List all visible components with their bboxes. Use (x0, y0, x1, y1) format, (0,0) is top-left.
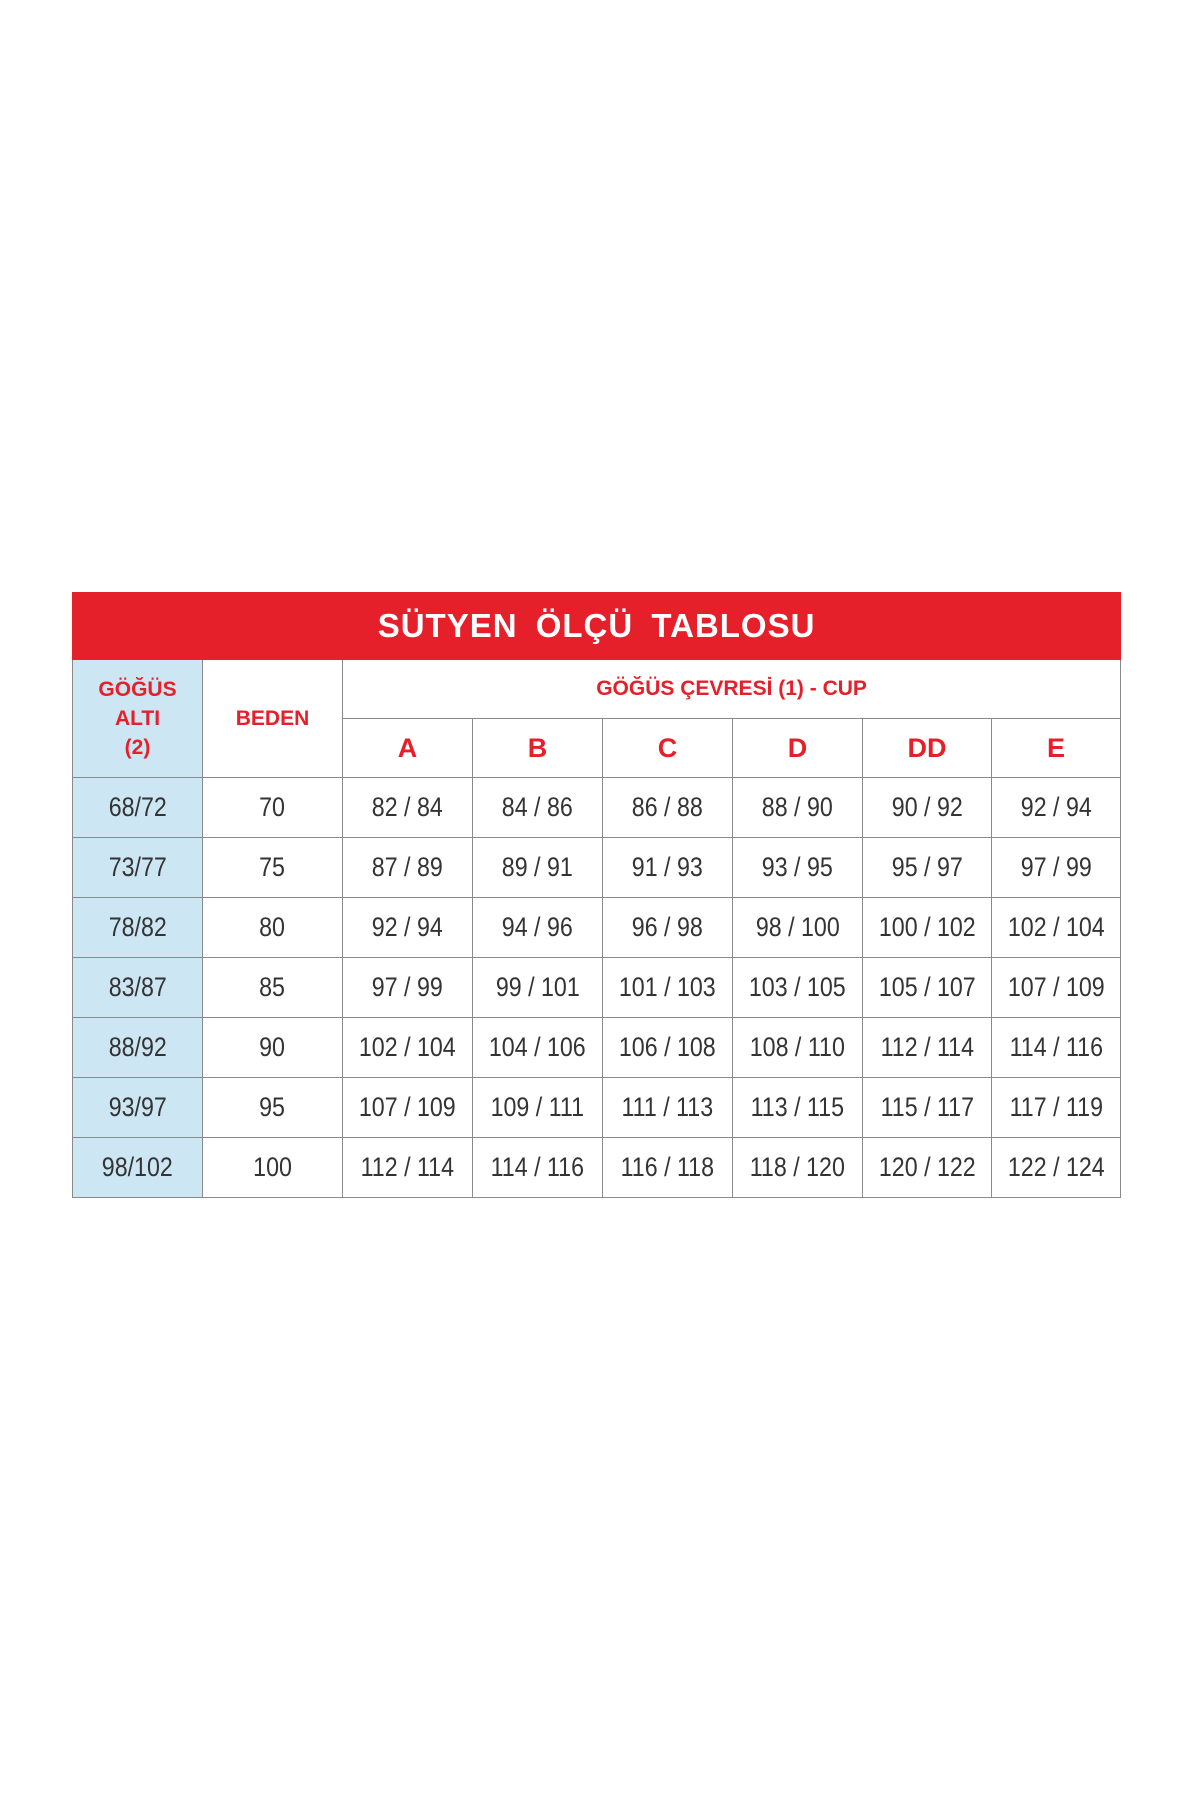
bust-value: 92 / 94 (1020, 792, 1092, 822)
bust-value: 100 / 102 (878, 912, 976, 942)
bust-cell-b (473, 1018, 603, 1078)
bust-value: 97 / 99 (371, 972, 444, 1002)
bust-value: 120 / 122 (878, 1152, 976, 1182)
size-value: 90 (259, 1032, 286, 1062)
size-cell (203, 1138, 343, 1198)
bust-cell-c (603, 958, 733, 1018)
size-value: 100 (253, 1152, 292, 1182)
bust-cell-a (343, 898, 473, 958)
bust-value: 111 / 113 (621, 1092, 714, 1122)
under-bust-header-line-3: (2) (124, 736, 151, 759)
bust-value: 107 / 109 (1007, 972, 1105, 1002)
bust-cell-c (603, 1138, 733, 1198)
bust-cell-c (603, 838, 733, 898)
size-cell (203, 778, 343, 838)
bust-cell-d (733, 1138, 863, 1198)
bust-cell-c (603, 778, 733, 838)
under-bust-header-line-2: ALTI (114, 707, 161, 730)
bust-value: 89 / 91 (501, 852, 574, 882)
bust-cell-dd (863, 838, 992, 898)
bust-value: 117 / 119 (1009, 1092, 1103, 1122)
size-cell (203, 838, 343, 898)
under-bust-value: 78/82 (108, 912, 167, 942)
under-bust-cell (73, 1018, 203, 1078)
bust-cell-e (992, 1138, 1121, 1198)
size-cell (203, 898, 343, 958)
bust-value: 114 / 116 (1009, 1032, 1103, 1062)
bust-value: 112 / 114 (360, 1152, 455, 1182)
bust-value: 90 / 92 (891, 792, 963, 822)
size-value: 85 (259, 972, 286, 1002)
bust-value: 103 / 105 (749, 972, 846, 1002)
bust-cell-a (343, 1018, 473, 1078)
chart-body (73, 778, 1121, 1198)
bust-cell-e (992, 898, 1121, 958)
under-bust-value: 93/97 (108, 1092, 167, 1122)
under-bust-cell (73, 958, 203, 1018)
under-bust-cell (73, 1078, 203, 1138)
bust-cell-b (473, 958, 603, 1018)
bust-cell-b (473, 898, 603, 958)
bust-cell-dd (863, 1078, 992, 1138)
bust-value: 116 / 118 (620, 1152, 715, 1182)
bust-cell-e (992, 1018, 1121, 1078)
bust-value: 93 / 95 (761, 852, 834, 882)
bust-value: 97 / 99 (1020, 852, 1092, 882)
under-bust-value: 88/92 (108, 1032, 167, 1062)
under-bust-value: 73/77 (108, 852, 167, 882)
bust-value: 102 / 104 (359, 1032, 456, 1062)
under-bust-header (73, 660, 203, 778)
bust-cell-a (343, 958, 473, 1018)
bust-cell-dd (863, 1138, 992, 1198)
cup-header-b: B (473, 719, 603, 778)
under-bust-cell (73, 838, 203, 898)
cup-header-d: D (733, 719, 863, 778)
bust-cell-b (473, 838, 603, 898)
bust-cell-e (992, 958, 1121, 1018)
bust-value: 96 / 98 (631, 912, 704, 942)
table-row (73, 838, 1121, 898)
bust-value: 98 / 100 (755, 912, 840, 942)
table-row (73, 1078, 1121, 1138)
bust-value: 101 / 103 (619, 972, 716, 1002)
table-row (73, 898, 1121, 958)
cup-header-c: C (603, 719, 733, 778)
bust-value: 108 / 110 (749, 1032, 846, 1062)
size-value: 95 (259, 1092, 286, 1122)
bust-value: 109 / 111 (490, 1092, 585, 1122)
bust-cell-e (992, 838, 1121, 898)
bust-cell-d (733, 778, 863, 838)
bust-value: 118 / 120 (749, 1152, 846, 1182)
size-header: BEDEN (203, 660, 343, 778)
table-row (73, 958, 1121, 1018)
bust-value: 87 / 89 (371, 852, 444, 882)
bust-value: 102 / 104 (1007, 912, 1105, 942)
chart-title: SÜTYEN ÖLÇÜ TABLOSU (73, 593, 1121, 660)
bust-cell-a (343, 1138, 473, 1198)
bust-value: 105 / 107 (878, 972, 976, 1002)
bra-size-chart-table (72, 592, 1121, 1198)
under-bust-cell (73, 778, 203, 838)
size-value: 70 (259, 792, 286, 822)
bust-value: 91 / 93 (631, 852, 704, 882)
bust-cell-b (473, 1078, 603, 1138)
table-row (73, 1138, 1121, 1198)
bust-cell-c (603, 1078, 733, 1138)
under-bust-value: 98/102 (101, 1152, 174, 1182)
bust-value: 104 / 106 (489, 1032, 586, 1062)
cup-header-e: E (992, 719, 1121, 778)
size-value: 75 (259, 852, 286, 882)
bust-value: 84 / 86 (501, 792, 574, 822)
bust-value: 122 / 124 (1007, 1152, 1105, 1182)
bust-value: 115 / 117 (880, 1092, 974, 1122)
under-bust-value: 83/87 (108, 972, 167, 1002)
bust-cell-a (343, 778, 473, 838)
bust-cell-a (343, 1078, 473, 1138)
bust-value: 92 / 94 (371, 912, 444, 942)
bust-value: 94 / 96 (501, 912, 574, 942)
cup-header-dd: DD (863, 719, 992, 778)
bust-cell-dd (863, 958, 992, 1018)
cup-header-a: A (343, 719, 473, 778)
bust-cell-b (473, 778, 603, 838)
size-cell (203, 1018, 343, 1078)
bust-cell-c (603, 898, 733, 958)
bust-cell-c (603, 1018, 733, 1078)
bust-cup-header: GÖĞÜS ÇEVRESİ (1) - CUP (343, 660, 1121, 719)
bust-value: 113 / 115 (750, 1092, 845, 1122)
bust-cell-d (733, 898, 863, 958)
bust-cell-d (733, 1078, 863, 1138)
bust-value: 82 / 84 (371, 792, 444, 822)
under-bust-cell (73, 1138, 203, 1198)
bust-cell-dd (863, 898, 992, 958)
table-row (73, 1018, 1121, 1078)
bust-value: 107 / 109 (359, 1092, 456, 1122)
bust-cell-d (733, 958, 863, 1018)
size-cell (203, 958, 343, 1018)
bust-cell-e (992, 1078, 1121, 1138)
bust-cell-a (343, 838, 473, 898)
table-row (73, 778, 1121, 838)
bust-value: 95 / 97 (891, 852, 963, 882)
bust-value: 99 / 101 (495, 972, 580, 1002)
bust-cell-b (473, 1138, 603, 1198)
bust-cell-e (992, 778, 1121, 838)
bust-value: 114 / 116 (490, 1152, 585, 1182)
bust-value: 112 / 114 (880, 1032, 974, 1062)
bust-value: 88 / 90 (761, 792, 834, 822)
bust-cell-dd (863, 1018, 992, 1078)
under-bust-header-line-1: GÖĞÜS (98, 678, 177, 701)
under-bust-value: 68/72 (108, 792, 167, 822)
bust-cell-d (733, 1018, 863, 1078)
bust-cell-d (733, 838, 863, 898)
under-bust-cell (73, 898, 203, 958)
bust-value: 106 / 108 (619, 1032, 716, 1062)
bust-cell-dd (863, 778, 992, 838)
size-value: 80 (259, 912, 286, 942)
bust-value: 86 / 88 (631, 792, 704, 822)
size-cell (203, 1078, 343, 1138)
